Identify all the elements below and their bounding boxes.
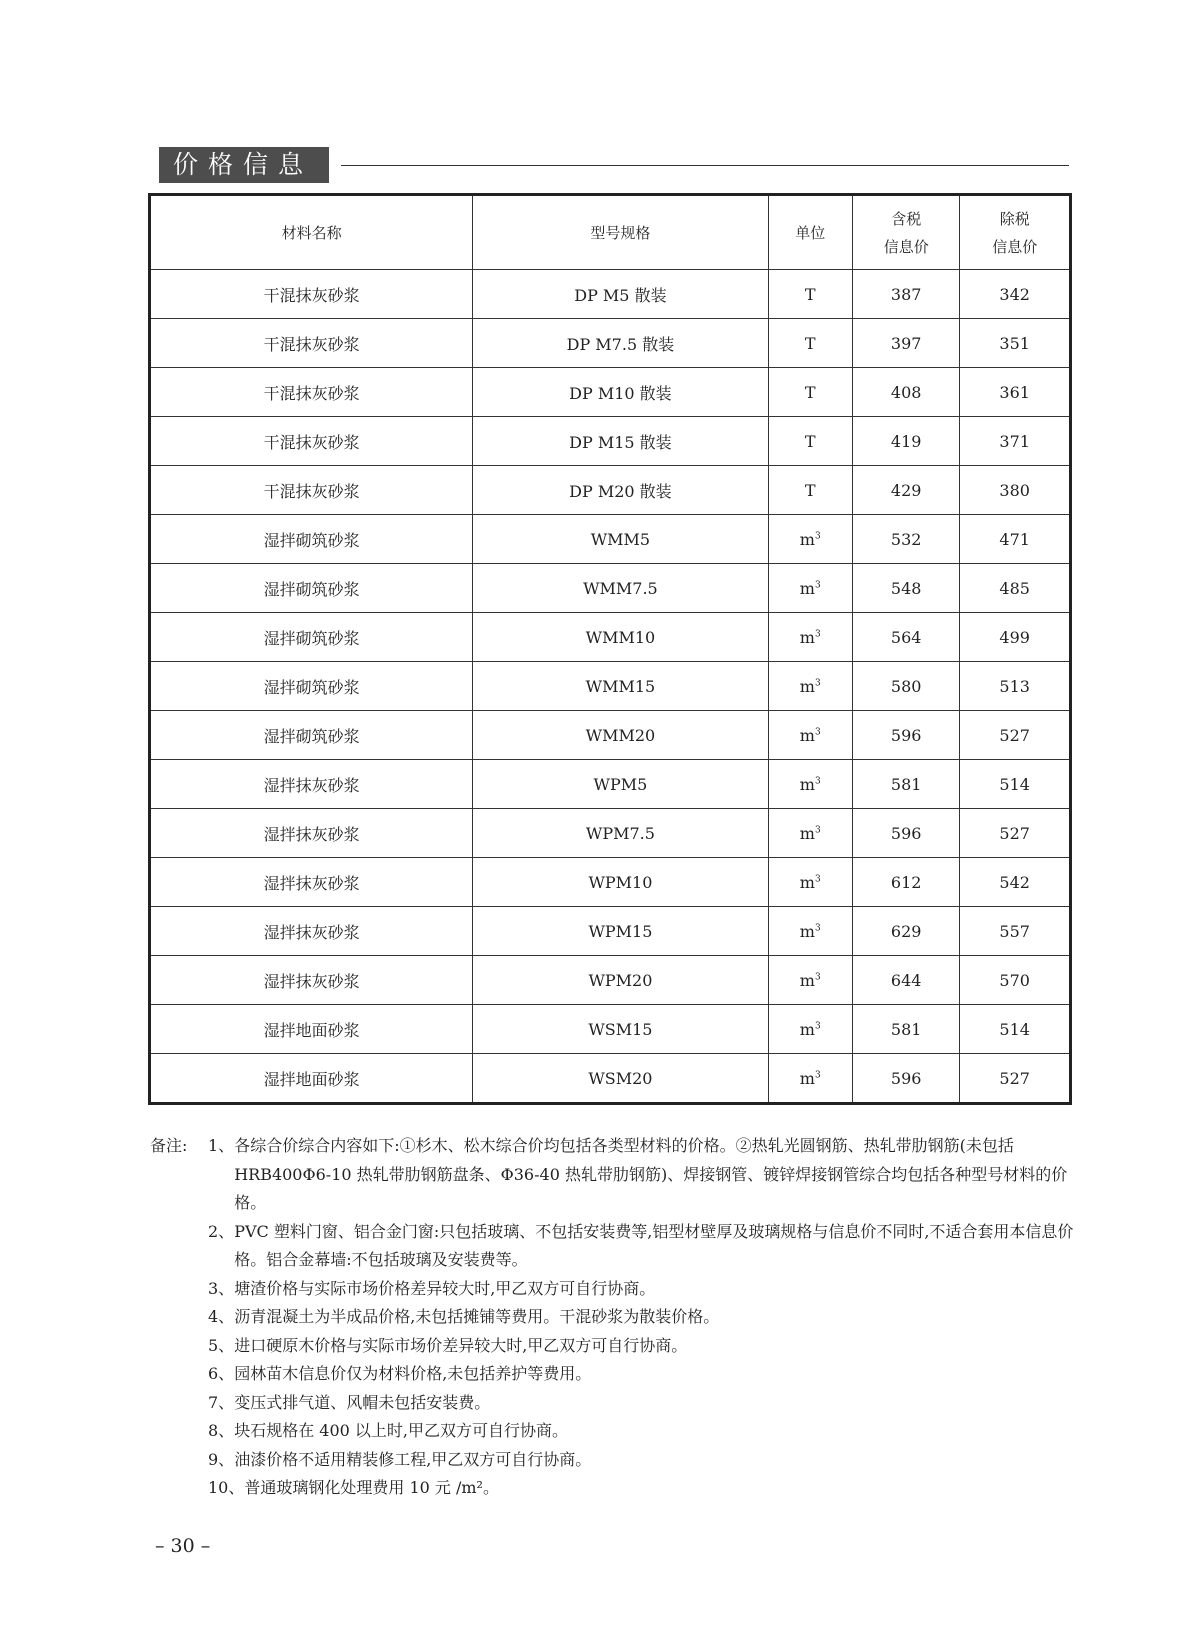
cell-spec: DP M7.5 散装 [473, 319, 768, 368]
cell-unit [768, 858, 852, 907]
table-row [150, 809, 1071, 858]
cell-material-name: 湿拌砌筑砂浆 [150, 711, 473, 760]
cell-price-tax-excluded: 371 [960, 417, 1071, 466]
header-rule [341, 165, 1069, 166]
cell-spec: WPM15 [473, 907, 768, 956]
cell-price-tax-included: 580 [852, 662, 959, 711]
header-tax-included [852, 195, 959, 270]
unit-superscript: 3 [814, 776, 821, 787]
note-text: 油漆价格不适用精装修工程,甲乙双方可自行协商。 [234, 1449, 592, 1469]
cell-price-tax-excluded: 342 [960, 270, 1071, 319]
cell-spec: WMM20 [473, 711, 768, 760]
table-header-row [150, 195, 1071, 270]
page-number: – 30 – [155, 1535, 211, 1557]
cell-unit [768, 319, 852, 368]
note-text: 普通玻璃钢化处理费用 10 元 /m²。 [244, 1478, 499, 1497]
cell-unit [768, 662, 852, 711]
header-spec: 型号规格 [473, 195, 768, 270]
note-item [208, 1389, 1075, 1418]
note-number: 7、 [208, 1392, 235, 1412]
table-row [150, 270, 1071, 319]
unit-symbol: m [799, 921, 815, 941]
note-number: 2、 [208, 1221, 235, 1241]
cell-unit [768, 760, 852, 809]
unit-symbol: T [804, 382, 816, 402]
note-item [208, 1275, 1075, 1304]
unit-superscript: 3 [814, 972, 821, 983]
unit-symbol: m [799, 872, 815, 892]
cell-price-tax-included: 596 [852, 1054, 959, 1104]
table-row [150, 613, 1071, 662]
unit-symbol: m [799, 529, 815, 549]
cell-material-name: 干混抹灰砂浆 [150, 319, 473, 368]
cell-price-tax-excluded: 361 [960, 368, 1071, 417]
note-item [208, 1417, 1075, 1446]
cell-price-tax-excluded: 570 [960, 956, 1071, 1005]
cell-price-tax-included: 581 [852, 1005, 959, 1054]
table-row [150, 662, 1071, 711]
notes-list [208, 1132, 1075, 1503]
note-item [208, 1132, 1075, 1218]
section-title: 价格信息 [159, 147, 329, 183]
cell-material-name: 干混抹灰砂浆 [150, 466, 473, 515]
unit-symbol: T [804, 333, 816, 353]
header-material-name: 材料名称 [150, 195, 473, 270]
note-number: 5、 [208, 1335, 235, 1355]
cell-spec: WMM10 [473, 613, 768, 662]
unit-superscript: 3 [814, 629, 821, 640]
cell-price-tax-excluded: 542 [960, 858, 1071, 907]
cell-spec: WMM5 [473, 515, 768, 564]
cell-spec: WPM5 [473, 760, 768, 809]
unit-superscript: 3 [814, 1021, 821, 1032]
table-row [150, 1054, 1071, 1104]
cell-spec: WPM20 [473, 956, 768, 1005]
cell-price-tax-included: 629 [852, 907, 959, 956]
notes-label: 备注: [150, 1136, 188, 1155]
cell-price-tax-included: 419 [852, 417, 959, 466]
cell-price-tax-included: 581 [852, 760, 959, 809]
cell-spec: WMM15 [473, 662, 768, 711]
cell-spec: DP M20 散装 [473, 466, 768, 515]
cell-unit [768, 613, 852, 662]
cell-spec: WPM7.5 [473, 809, 768, 858]
cell-price-tax-excluded: 499 [960, 613, 1071, 662]
note-number: 4、 [208, 1307, 235, 1326]
cell-material-name: 干混抹灰砂浆 [150, 368, 473, 417]
cell-price-tax-included: 596 [852, 809, 959, 858]
cell-price-tax-included: 397 [852, 319, 959, 368]
note-number: 1、 [208, 1136, 235, 1155]
cell-material-name: 湿拌地面砂浆 [150, 1054, 473, 1104]
note-text: 变压式排气道、风帽未包括安装费。 [234, 1392, 491, 1412]
cell-unit [768, 466, 852, 515]
unit-symbol: m [799, 1019, 815, 1039]
cell-material-name: 湿拌砌筑砂浆 [150, 564, 473, 613]
unit-superscript: 3 [814, 531, 821, 542]
unit-superscript: 3 [814, 923, 821, 934]
cell-price-tax-excluded: 485 [960, 564, 1071, 613]
cell-material-name: 湿拌抹灰砂浆 [150, 907, 473, 956]
unit-symbol: m [799, 1068, 815, 1088]
table-row [150, 711, 1071, 760]
header-tax-included-line2: 信息价 [883, 237, 929, 256]
table-row [150, 319, 1071, 368]
cell-spec: DP M10 散装 [473, 368, 768, 417]
cell-material-name: 湿拌地面砂浆 [150, 1005, 473, 1054]
unit-symbol: m [799, 970, 815, 990]
cell-price-tax-excluded: 557 [960, 907, 1071, 956]
cell-material-name: 湿拌抹灰砂浆 [150, 858, 473, 907]
unit-symbol: m [799, 774, 815, 794]
cell-spec: WSM20 [473, 1054, 768, 1104]
note-text: 园林苗木信息价仅为材料价格,未包括养护等费用。 [234, 1364, 592, 1383]
table-row [150, 907, 1071, 956]
note-text: PVC 塑料门窗、铝合金门窗:只包括玻璃、不包括安装费等,铝型材壁厚及玻璃规格与信息价不同时,不适合套用本信息价格。铝合金幕墙:不包括玻璃及安装费等。 [234, 1221, 1074, 1269]
cell-material-name: 湿拌抹灰砂浆 [150, 956, 473, 1005]
unit-symbol: m [799, 627, 815, 647]
section-header [159, 147, 1069, 183]
cell-material-name: 干混抹灰砂浆 [150, 270, 473, 319]
cell-price-tax-excluded: 513 [960, 662, 1071, 711]
table-row [150, 956, 1071, 1005]
cell-price-tax-excluded: 527 [960, 809, 1071, 858]
cell-price-tax-excluded: 514 [960, 1005, 1071, 1054]
table-row [150, 858, 1071, 907]
table-row [150, 466, 1071, 515]
cell-price-tax-included: 644 [852, 956, 959, 1005]
unit-superscript: 3 [814, 825, 821, 836]
cell-unit [768, 1054, 852, 1104]
note-number: 10、 [208, 1478, 245, 1497]
cell-material-name: 湿拌砌筑砂浆 [150, 613, 473, 662]
note-number: 8、 [208, 1421, 235, 1440]
cell-unit [768, 515, 852, 564]
table-row [150, 1005, 1071, 1054]
cell-unit [768, 564, 852, 613]
unit-symbol: T [804, 431, 816, 451]
note-item [208, 1360, 1075, 1389]
unit-superscript: 3 [814, 727, 821, 738]
note-number: 3、 [208, 1278, 235, 1298]
header-tax-included-line1: 含税 [891, 209, 922, 228]
note-text: 进口硬原木价格与实际市场价差异较大时,甲乙双方可自行协商。 [234, 1335, 688, 1355]
unit-symbol: m [799, 725, 815, 745]
unit-symbol: T [804, 284, 816, 304]
cell-unit [768, 368, 852, 417]
note-number: 6、 [208, 1364, 235, 1383]
cell-price-tax-included: 564 [852, 613, 959, 662]
note-item [208, 1303, 1075, 1332]
table-body [150, 270, 1071, 1104]
note-item [208, 1218, 1075, 1275]
cell-price-tax-included: 612 [852, 858, 959, 907]
unit-superscript: 3 [814, 580, 821, 591]
header-unit: 单位 [768, 195, 852, 270]
cell-unit [768, 907, 852, 956]
note-text: 沥青混凝土为半成品价格,未包括摊铺等费用。干混砂浆为散装价格。 [234, 1307, 720, 1326]
header-tax-excluded-line2: 信息价 [992, 237, 1038, 256]
cell-material-name: 湿拌砌筑砂浆 [150, 662, 473, 711]
cell-spec: DP M15 散装 [473, 417, 768, 466]
note-text: 塘渣价格与实际市场价格差异较大时,甲乙双方可自行协商。 [234, 1278, 656, 1298]
cell-price-tax-included: 548 [852, 564, 959, 613]
cell-price-tax-included: 387 [852, 270, 959, 319]
cell-price-tax-excluded: 351 [960, 319, 1071, 368]
cell-spec: WMM7.5 [473, 564, 768, 613]
table-row [150, 417, 1071, 466]
unit-symbol: T [804, 480, 816, 500]
cell-unit [768, 1005, 852, 1054]
cell-spec: WSM15 [473, 1005, 768, 1054]
cell-material-name: 湿拌砌筑砂浆 [150, 515, 473, 564]
price-table [148, 193, 1072, 1105]
note-text: 块石规格在 400 以上时,甲乙双方可自行协商。 [234, 1421, 568, 1440]
note-item [208, 1474, 1075, 1503]
cell-material-name: 干混抹灰砂浆 [150, 417, 473, 466]
cell-price-tax-excluded: 471 [960, 515, 1071, 564]
note-item [208, 1446, 1075, 1475]
cell-price-tax-included: 408 [852, 368, 959, 417]
cell-spec: DP M5 散装 [473, 270, 768, 319]
cell-spec: WPM10 [473, 858, 768, 907]
cell-price-tax-included: 596 [852, 711, 959, 760]
unit-symbol: m [799, 823, 815, 843]
table-row [150, 760, 1071, 809]
cell-unit [768, 711, 852, 760]
note-text: 各综合价综合内容如下:①杉木、松木综合价均包括各类型材料的价格。②热轧光圆钢筋、热轧带肋钢筋(未包括HRB400Φ6-10 热轧带肋钢筋盘条、Φ36-40 热轧带肋钢筋)、焊接钢管、镀锌焊接钢管综合均包括各种型号材料的价格。 [234, 1136, 1068, 1212]
table-row [150, 515, 1071, 564]
unit-superscript: 3 [814, 874, 821, 885]
cell-unit [768, 809, 852, 858]
unit-symbol: m [799, 578, 815, 598]
notes [150, 1132, 1075, 1503]
table-row [150, 368, 1071, 417]
cell-price-tax-excluded: 380 [960, 466, 1071, 515]
cell-unit [768, 956, 852, 1005]
header-tax-excluded [960, 195, 1071, 270]
cell-unit [768, 270, 852, 319]
cell-unit [768, 417, 852, 466]
cell-price-tax-excluded: 527 [960, 711, 1071, 760]
note-number: 9、 [208, 1449, 235, 1469]
header-tax-excluded-line1: 除税 [999, 209, 1030, 228]
cell-price-tax-excluded: 514 [960, 760, 1071, 809]
table-row [150, 564, 1071, 613]
unit-symbol: m [799, 676, 815, 696]
note-item [208, 1332, 1075, 1361]
cell-price-tax-included: 532 [852, 515, 959, 564]
cell-material-name: 湿拌抹灰砂浆 [150, 809, 473, 858]
cell-price-tax-included: 429 [852, 466, 959, 515]
cell-price-tax-excluded: 527 [960, 1054, 1071, 1104]
cell-material-name: 湿拌抹灰砂浆 [150, 760, 473, 809]
unit-superscript: 3 [814, 1070, 821, 1081]
unit-superscript: 3 [814, 678, 821, 689]
